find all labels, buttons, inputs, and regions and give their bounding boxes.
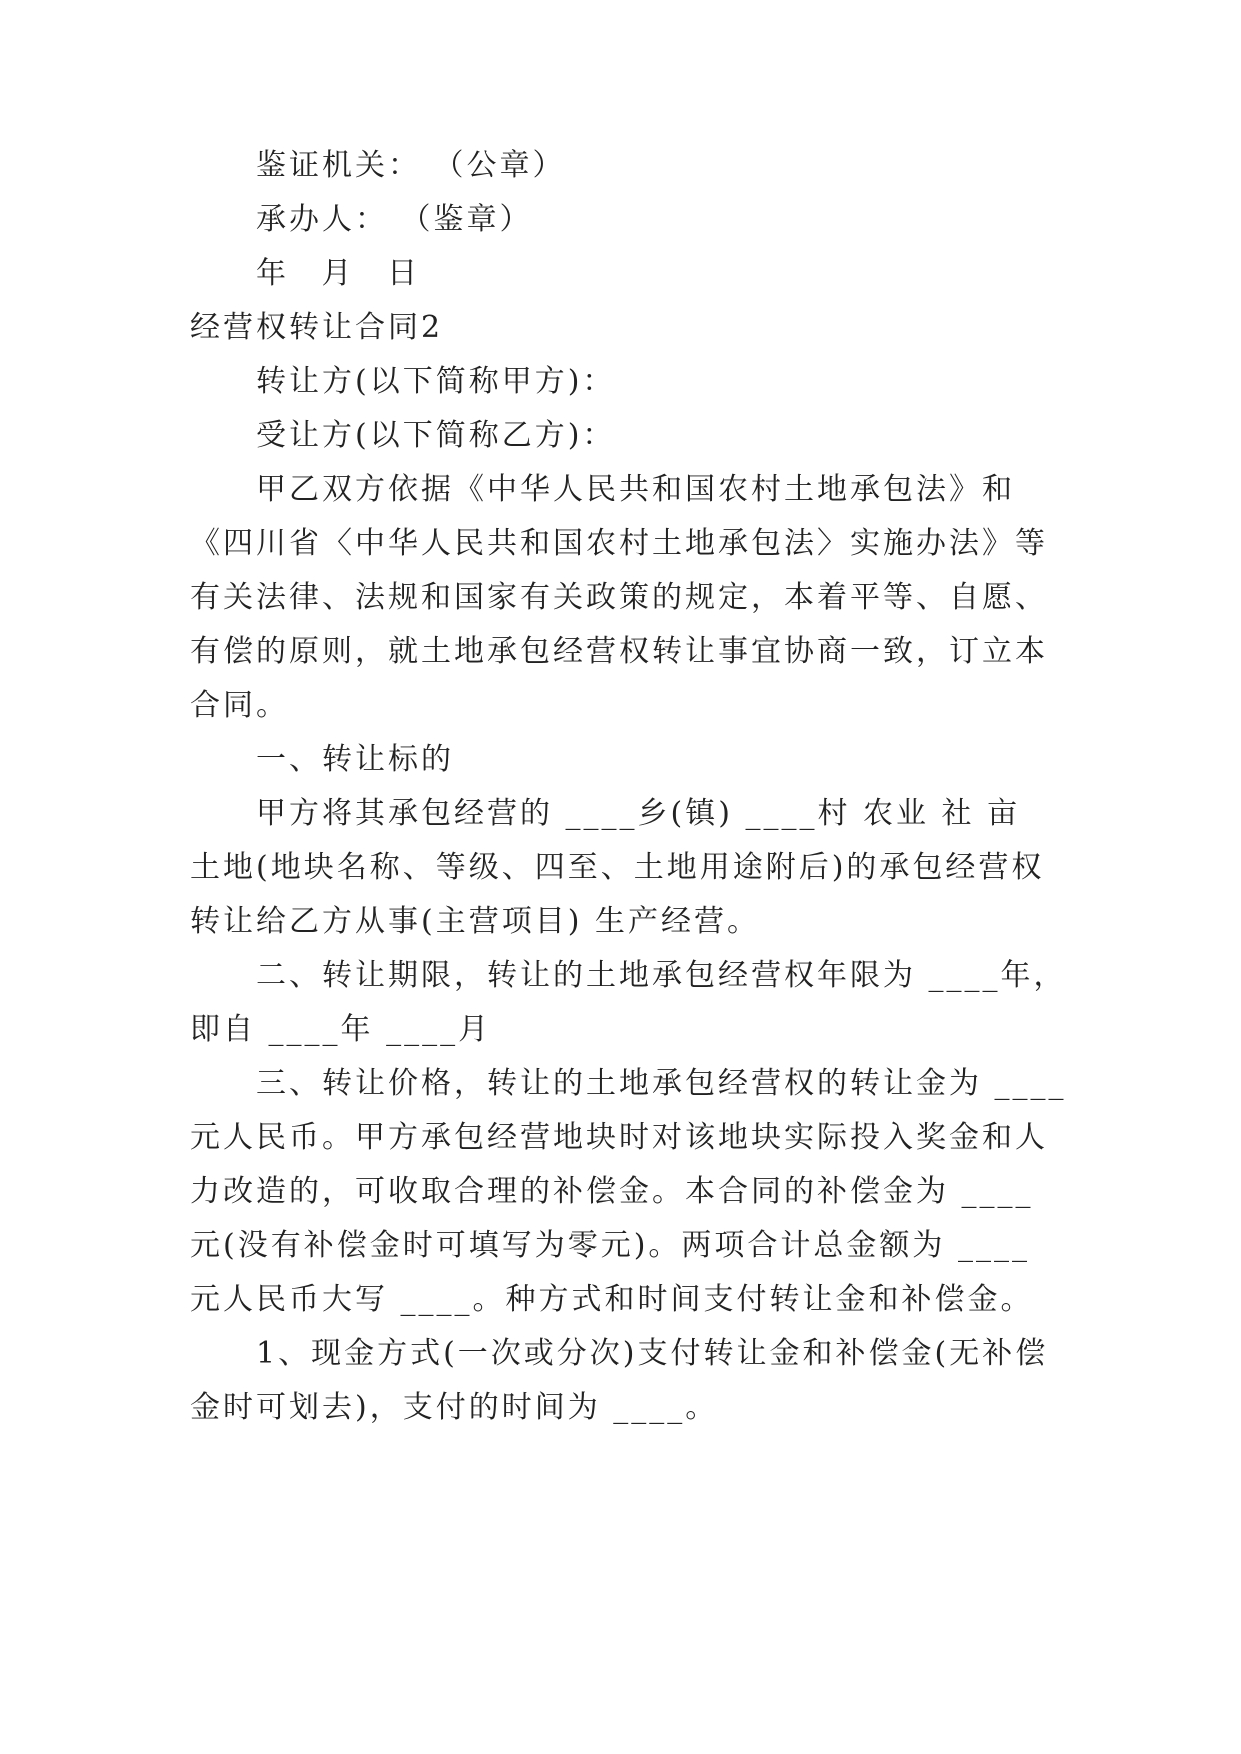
section-two-line: 即自 ____年 ____月: [190, 1012, 492, 1047]
payment-item-line: 金时可划去)，支付的时间为 ____。: [190, 1390, 719, 1425]
preamble-line: 有偿的原则，就土地承包经营权转让事宜协商一致，订立本: [190, 634, 1048, 669]
section-two-line: 二、转让期限，转让的土地承包经营权年限为 ____年，: [256, 958, 1067, 993]
date-year: 年: [256, 256, 289, 291]
contract-title: 经营权转让合同2: [190, 310, 444, 345]
payment-item-line: 1、现金方式(一次或分次)支付转让金和补偿金(无补偿: [256, 1336, 1049, 1371]
section-heading: 一、转让标的: [256, 742, 454, 777]
date-month: 月: [321, 256, 355, 291]
section-one-line: 甲方将其承包经营的 ____乡(镇) ____村 农业 社 亩: [256, 796, 1021, 831]
handler-line: 承办人： （鉴章）: [256, 202, 533, 237]
preamble-line: 合同。: [190, 688, 289, 723]
preamble-line: 《四川省〈中华人民共和国农村土地承包法〉实施办法》等: [190, 526, 1048, 561]
transferee-line: 受让方(以下简称乙方)：: [256, 418, 616, 453]
section-three-line: 元人民币大写 ____。种方式和时间支付转让金和补偿金。: [190, 1282, 1034, 1317]
authority-line: 鉴证机关： （公章）: [256, 148, 566, 183]
section-three-line: 元人民币。甲方承包经营地块时对该地块实际投入奖金和人: [190, 1120, 1048, 1155]
transferor-line: 转让方(以下简称甲方)：: [256, 364, 616, 399]
section-three-line: 力改造的，可收取合理的补偿金。本合同的补偿金为 ____: [190, 1174, 1034, 1209]
section-one-line: 转让给乙方从事(主营项目) 生产经营。: [190, 904, 760, 939]
date-line: [256, 254, 440, 294]
section-three-line: 元(没有补偿金时可填写为零元)。两项合计总金额为 ____: [190, 1228, 1030, 1263]
section-three-line: 三、转让价格，转让的土地承包经营权的转让金为 ____: [256, 1066, 1067, 1101]
section-one-line: 土地(地块名称、等级、四至、土地用途附后)的承包经营权: [190, 850, 1045, 885]
preamble-line: 有关法律、法规和国家有关政策的规定，本着平等、自愿、: [190, 580, 1048, 615]
date-day: 日: [387, 256, 421, 291]
preamble-line: 甲乙双方依据《中华人民共和国农村土地承包法》和: [256, 472, 1015, 507]
